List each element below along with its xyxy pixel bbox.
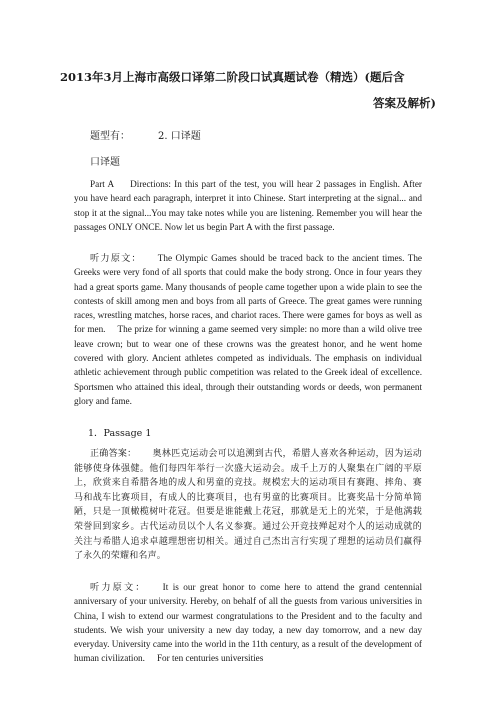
answer-1-text: 奥林匹克运动会可以追溯到古代，希腊人喜欢各种运动，因为运动能够使身体强健。他们每四年举行一次盛大运动会。成千上万的人聚集在广阔的平原上，欣赏来自希腊各地的成人和男童的竞技。规模宏大的运动项目有赛跑、摔角、赛马和战车比赛项目，有成人的比赛项目，也有男童的比赛项目。比赛奖品十分简单简陋，只是一顶橄榄树叶花冠。但要是谁能戴上花冠，那就是无上的光荣，于是他满载荣誉回到家乡。古代运动员以个人名义参赛。通过公开竞技殚起对个人的运动成就的关注与希腊人追求卓越理想密切相关。通过自己杰出言行实现了理想的运动员们赢得了永久的荣耀和名声。 <box>74 449 422 562</box>
part-a-label: Part A <box>90 179 115 189</box>
item-1 <box>88 425 151 439</box>
passage-1-text-cont: The prize for winning a game seemed very simple: no more than a wild olive tree leave crown; but to wear one of these crowns was the greatest honor, and he went home covered with glory. Ancient athletes competed as individuals. The emphasis on individual athletic achievement through public competition was related to the Greek ideal of excellence. Sportsmen who attained this ideal, through their outstanding words or deeds, won permanent glory and fame. <box>74 324 423 406</box>
question-type <box>90 127 201 142</box>
passage-2-label: 听力原文： <box>90 582 147 592</box>
answer-1-label: 正确答案： <box>90 449 137 459</box>
passage-2-text-cont: For ten centuries universities <box>156 653 264 664</box>
section-heading: 口译题 <box>90 157 120 168</box>
passage-1-label: 听力原文： <box>90 253 142 263</box>
part-a-directions <box>74 177 422 234</box>
passage-1-transcript <box>74 251 422 408</box>
passage-1-text: The Olympic Games should be traced back to the ancient times. The Greeks were very fond of all sports that could make the body strong. Once in four years they had a great sports game. Many thousands of people came together upon a wide plain to see the contests of skill among men and boys from all parts of Greece. The great games were running races, wrestling matches, horse races, and chariot races. There were games for boys as well as for men. <box>74 253 423 335</box>
title-line-2: 答案及解析) <box>373 96 436 110</box>
passage-2-text: It is our great honor to come here to attend the grand centennial anniversary of your university. Hereby, on behalf of all the guests from various universities in China, I wish to extend our warmest congratulations to the President and to the faculty and students. We wish your university a new day today, a new day tomorrow, and a new day everyday. University came into the world in the 11th century, as a result of the development of human civilization. <box>74 582 423 664</box>
question-type-value: 2. 口译题 <box>158 131 201 142</box>
question-type-label: 题型有： <box>90 131 130 142</box>
passage-2-transcript <box>74 580 422 666</box>
document-title <box>60 64 436 116</box>
answer-1 <box>74 447 422 564</box>
item-1-number: 1． <box>88 428 104 439</box>
title-line-1: 2013年3月上海市高级口译第二阶段口试真题试卷（精选）(题后含 <box>60 70 405 84</box>
item-1-label: Passage 1 <box>103 428 152 439</box>
part-a-text: Directions: In this part of the test, you will hear 2 passages in English. After you have heard each paragraph, interpret it into Chinese. Start interpreting at the signal... and stop it at the signal...You may take notes while you are listening. Remember you will hear the passages ONLY ONCE. Now let us begin Part A with the first passage. <box>74 179 422 232</box>
